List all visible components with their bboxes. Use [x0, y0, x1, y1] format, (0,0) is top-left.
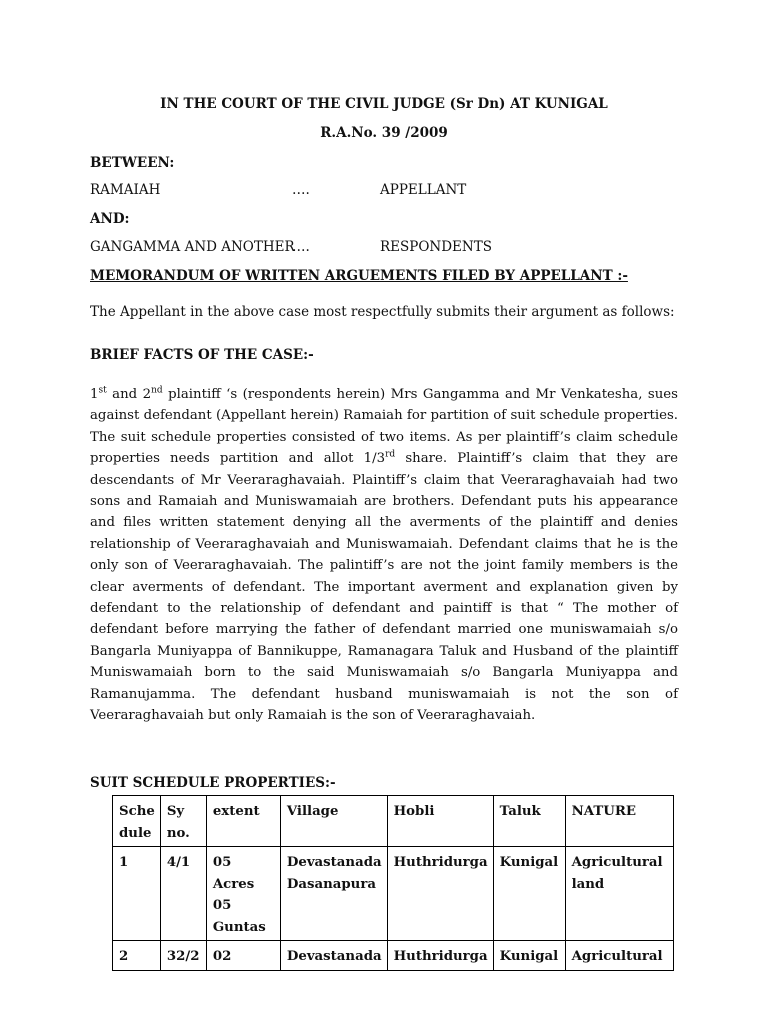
facts-ordinal-1: 1 — [90, 387, 99, 402]
facts-paragraph — [90, 384, 678, 727]
cell-nature: Agricultural — [565, 941, 673, 971]
appellant-dots: …. — [292, 182, 310, 198]
cell-hobli: Huthridurga — [387, 941, 493, 971]
schedule-heading: SUIT SCHEDULE PROPERTIES:- — [90, 775, 336, 791]
court-title: IN THE COURT OF THE CIVIL JUDGE (Sr Dn) AT KUNIGAL — [160, 96, 608, 112]
table-row — [113, 941, 674, 971]
cell-village: Devastanada — [280, 941, 387, 971]
facts-sup-3: rd — [385, 449, 396, 460]
cell-village: Devastanada Dasanapura — [280, 847, 387, 941]
and-label: AND: — [90, 211, 130, 227]
facts-text-b: share. Plaintiff’s claim that they are descendants of Mr Veeraraghavaiah. Plaintiff’s claim that Veeraraghavaiah had two sons and Ramaiah and Muniswamaiah are brothers. Defendant puts his appearance and files written statement denying all the averments of the plaintiff and denies relationship of Veeraraghavaiah and Muniswamaiah. Defendant claims that he is the only son of Veeraraghavaiah. The palintiff’s are not the joint family members is the clear averments of defendant. The important averment and explanation given by defendant to the relationship of defendant and paintiff is that “ The mother of defendant before marrying the father of defendant married one muniswamaiah s/o Bangarla Muniyappa of Bannikuppe, Ramanagara Taluk and Husband of the plaintiff Muniswamaiah born to the said Muniswamaiah s/o Bangarla Muniyappa and Ramanujamma. The defendant husband muniswamaiah is not the son of Veeraraghavaiah but only Ramaiah is the son of Veeraraghavaiah. — [90, 451, 678, 724]
cell-extent: 02 — [206, 941, 280, 971]
header-taluk: Taluk — [493, 796, 565, 847]
facts-text-a: plaintiff ‘s (respondents herein) Mrs Gangamma and Mr Venkatesha, sues against defendant (Appellant herein) Ramaiah for partition of suit schedule properties. The suit schedule properties consisted of two items. As per plaintiff’s claim schedule properties needs partition and allot 1/3 — [90, 387, 678, 467]
header-extent: extent — [206, 796, 280, 847]
header-schedule: Sche dule — [113, 796, 161, 847]
appellant-role: APPELLANT — [380, 182, 467, 198]
header-sy-no: Sy no. — [160, 796, 206, 847]
respondent-name: GANGAMMA AND ANOTHER — [90, 239, 295, 255]
table-header-row — [113, 796, 674, 847]
cell-nature: Agricultural land — [565, 847, 673, 941]
cell-schedule: 1 — [113, 847, 161, 941]
respondent-role: RESPONDENTS — [380, 239, 492, 255]
cell-hobli: Huthridurga — [387, 847, 493, 941]
schedule-table — [112, 795, 674, 971]
cell-taluk: Kunigal — [493, 847, 565, 941]
cell-taluk: Kunigal — [493, 941, 565, 971]
cell-sy-no: 32/2 — [160, 941, 206, 971]
intro-paragraph: The Appellant in the above case most respectfully submits their argument as follows: — [90, 304, 675, 320]
facts-sup-1: st — [98, 385, 107, 396]
table-row — [113, 847, 674, 941]
respondent-dots: …. — [292, 239, 310, 255]
case-number: R.A.No. 39 /2009 — [320, 125, 448, 141]
memorandum-title: MEMORANDUM OF WRITTEN ARGUEMENTS FILED BY APPELLANT :- — [90, 268, 628, 284]
cell-schedule: 2 — [113, 941, 161, 971]
header-nature: NATURE — [565, 796, 673, 847]
appellant-name: RAMAIAH — [90, 182, 161, 198]
cell-extent: 05 Acres 05 Guntas — [206, 847, 280, 941]
between-label: BETWEEN: — [90, 155, 175, 171]
facts-and: and 2 — [106, 387, 152, 402]
brief-facts-heading: BRIEF FACTS OF THE CASE:- — [90, 347, 314, 363]
header-hobli: Hobli — [387, 796, 493, 847]
facts-sup-2: nd — [151, 385, 163, 396]
cell-sy-no: 4/1 — [160, 847, 206, 941]
header-village: Village — [280, 796, 387, 847]
